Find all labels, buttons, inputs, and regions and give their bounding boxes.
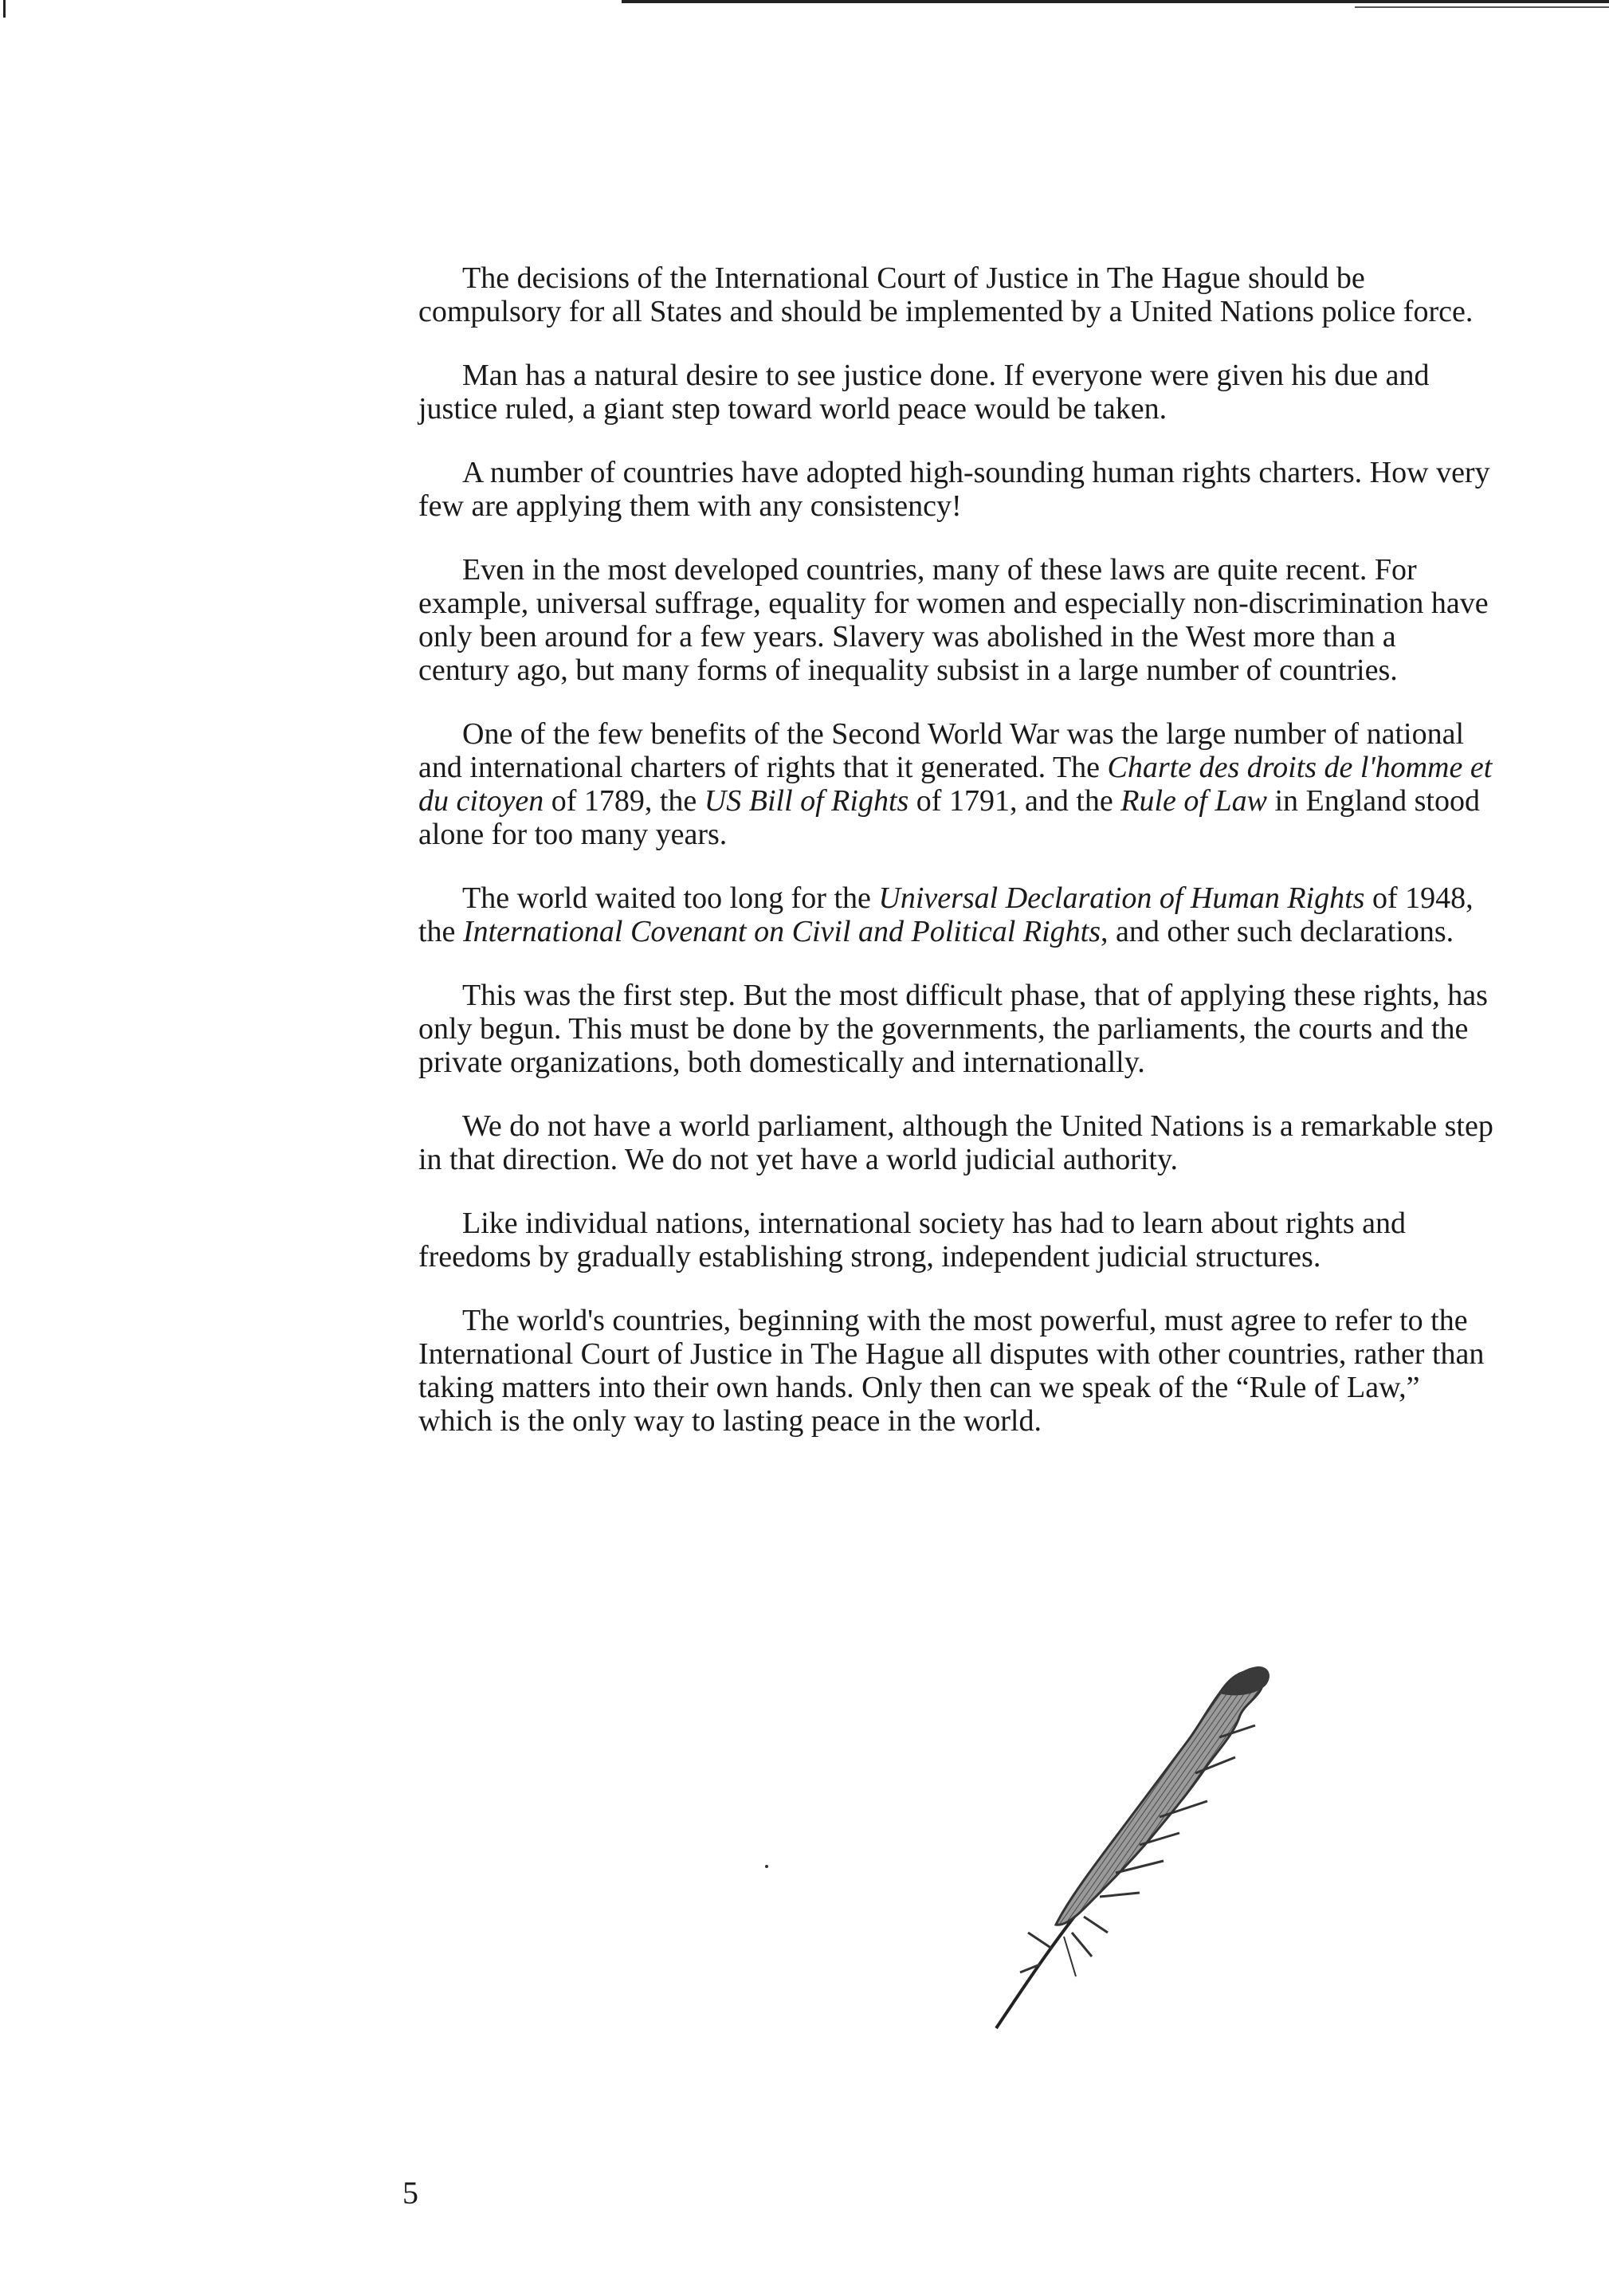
- body-text: [418, 261, 1494, 1468]
- italic-title-text: Universal Declaration of Human Rights: [878, 881, 1365, 915]
- paragraph-text: of 1791, and the: [908, 784, 1121, 818]
- paragraph: [418, 553, 1494, 687]
- italic-title-text: Rule of Law: [1120, 784, 1267, 818]
- paragraph-text: A number of countries have adopted high-sounding human rights charters. How very few are applying them with any consistency!: [418, 456, 1490, 523]
- paragraph-text: of 1789, the: [544, 784, 704, 818]
- paragraph: [418, 456, 1494, 523]
- paragraph-text: of 1948, the: [418, 881, 1474, 948]
- quill-feather-icon: [980, 1662, 1315, 2036]
- paragraph-text: The world waited too long for the: [462, 881, 879, 915]
- paragraph: [418, 717, 1494, 851]
- page-number: 5: [402, 2175, 418, 2211]
- top-rule: [622, 0, 1609, 3]
- scan-edge-mark: [3, 0, 6, 18]
- paragraph-text: , and other such declarations.: [1100, 915, 1454, 948]
- paragraph-text: We do not have a world parliament, although the United Nations is a remarkable step in that direction. We do not yet have a world judicial authority.: [418, 1109, 1493, 1176]
- paragraph: [418, 881, 1494, 948]
- italic-title-text: Charte des droits de l'homme et du citoyen: [418, 751, 1493, 818]
- paragraph-text: Man has a natural desire to see justice done. If everyone were given his due and justice ruled, a giant step toward world peace would be taken.: [418, 359, 1430, 426]
- paragraph-text: Like individual nations, international society has had to learn about rights and freedoms by gradually establishing strong, independent judicial structures.: [418, 1207, 1407, 1274]
- paragraph: [418, 1207, 1494, 1274]
- paragraph-text: Even in the most developed countries, many of these laws are quite recent. For example, universal suffrage, equality for women and especially non-discrimination have only been around for a few years. Slavery was abolished in the West more than a century ago, but many forms of inequality subsist in a large number of countries.: [418, 553, 1489, 687]
- paragraph-text: One of the few benefits of the Second World War was the large number of national and international charters of rights that it generated. The: [418, 717, 1465, 784]
- paragraph-text: The world's countries, beginning with the most powerful, must agree to refer to the International Court of Justice in The Hague all disputes with other countries, rather than taking matters into their own hands. Only then can we speak of the “Rule of Law,” which is the only way to lasting peace in the world.: [418, 1304, 1485, 1438]
- italic-title-text: US Bill of Rights: [704, 784, 909, 818]
- paragraph-text: The decisions of the International Court of Justice in The Hague should be compulsory for all States and should be implemented by a United Nations police force.: [418, 261, 1474, 328]
- paragraph: [418, 1109, 1494, 1176]
- paragraph: [418, 979, 1494, 1079]
- paragraph: [418, 261, 1494, 328]
- paragraph: [418, 1304, 1494, 1438]
- paragraph-text: This was the first step. But the most difficult phase, that of applying these rights, has only begun. This must be done by the governments, the parliaments, the courts and the private organizations, both domestically and internationally.: [418, 979, 1488, 1079]
- paragraph: [418, 359, 1494, 426]
- italic-title-text: International Covenant on Civil and Political Rights: [462, 915, 1101, 948]
- top-rule-tail: [1355, 6, 1609, 8]
- scan-speck: [765, 1865, 768, 1868]
- paragraph-text: in England stood alone for too many years.: [418, 784, 1480, 851]
